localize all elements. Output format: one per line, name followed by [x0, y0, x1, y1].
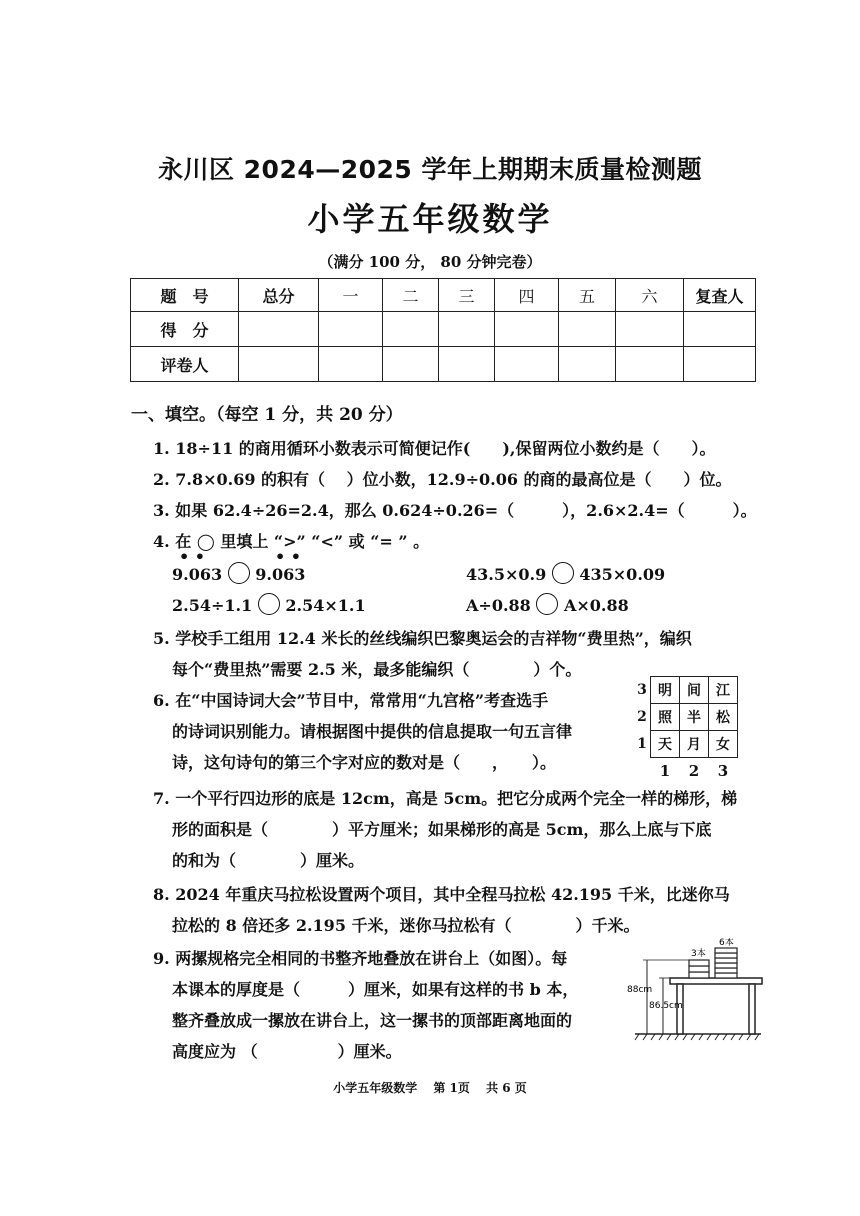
score-cell[interactable]: [239, 312, 319, 347]
score-header-cell: 总分: [239, 279, 319, 312]
score-header-cell: 一: [319, 279, 383, 312]
q4-item-b: [466, 562, 665, 584]
height-label-88: 88cm: [627, 985, 653, 995]
grader-cell[interactable]: [239, 347, 319, 382]
score-cell[interactable]: [616, 312, 684, 347]
score-header-cell: 六: [616, 279, 684, 312]
score-cell[interactable]: [559, 312, 616, 347]
compare-circle[interactable]: [258, 593, 280, 615]
repeat-dot: • •: [179, 547, 206, 566]
question-7-line2: 形的面积是（ ）平方厘米；如果梯形的高是 5cm，那么上底与下底: [172, 820, 712, 839]
grid-cell: 月: [680, 731, 709, 758]
question-1: 1. 18÷11 的商用循环小数表示可简便记作( ),保留两位小数约是（ ）。: [153, 439, 716, 458]
score-cell[interactable]: [319, 312, 383, 347]
height-label-86-5: 86.5cm: [649, 1001, 683, 1011]
grid-col-number: 1: [659, 761, 671, 780]
q4c-left: 2.54÷1.1: [172, 596, 253, 615]
question-5-line1: 5. 学校手工组用 12.4 米长的丝线编织巴黎奥运会的吉祥物“费里热”，编织: [153, 629, 692, 648]
question-5-line2: 每个“费里热”需要 2.5 米，最多能编织（ ）个。: [172, 660, 582, 679]
score-header-cell: 题 号: [131, 279, 239, 312]
compare-circle[interactable]: [228, 562, 250, 584]
q4b-left: 43.5×0.9: [466, 565, 547, 584]
question-4: 4. 在 ◯ 里填上 “>” “<” 或 “= ” 。: [153, 532, 430, 551]
grid-col-number: 2: [688, 761, 700, 780]
grid-row-number: 3: [637, 682, 647, 698]
grader-cell[interactable]: [559, 347, 616, 382]
grader-cell[interactable]: [439, 347, 495, 382]
question-8-line1: 8. 2024 年重庆马拉松设置两个项目，其中全程马拉松 42.195 千米，比迷你马: [153, 885, 730, 904]
grader-cell[interactable]: [495, 347, 559, 382]
question-8-line2: 拉松的 8 倍还多 2.195 千米，迷你马拉松有（ ）千米。: [172, 916, 640, 935]
question-6-line3: 诗，这句诗句的第三个字对应的数对是（ ， ）。: [172, 753, 557, 772]
question-7-line3: 的和为（ ）厘米。: [172, 851, 365, 870]
grid-cell: 间: [680, 677, 709, 704]
grader-cell[interactable]: [616, 347, 684, 382]
q4b-right: 435×0.09: [579, 565, 666, 584]
score-header-cell: 三: [439, 279, 495, 312]
score-row-label: 得 分: [131, 312, 239, 347]
question-9-line4: 高度应为 （ ）厘米。: [172, 1042, 402, 1061]
score-cell[interactable]: [684, 312, 756, 347]
q4-item-c: [172, 593, 366, 615]
q4d-left: A÷0.88: [466, 596, 531, 615]
score-table: [130, 278, 756, 382]
q4-item-d: [466, 593, 629, 615]
score-header-cell: 五: [559, 279, 616, 312]
nine-grid-figure: [634, 676, 738, 784]
grid-cell: 半: [680, 704, 709, 731]
question-7-line1: 7. 一个平行四边形的底是 12cm，高是 5cm。把它分成两个完全一样的梯形，梯: [153, 789, 738, 808]
question-9-line1: 9. 两摞规格完全相同的书整齐地叠放在讲台上（如图）。每: [153, 949, 568, 968]
grid-cell: 女: [709, 731, 738, 758]
exam-note: （满分 100 分， 80 分钟完卷）: [318, 253, 542, 271]
score-cell[interactable]: [439, 312, 495, 347]
score-header-cell: 复查人: [684, 279, 756, 312]
grid-cell: 照: [651, 704, 680, 731]
score-cell[interactable]: [495, 312, 559, 347]
score-cell[interactable]: [383, 312, 439, 347]
question-6-line1: 6. 在“中国诗词大会”节目中，常常用“九宫格”考查选手: [153, 691, 549, 710]
grid-col-number: 3: [717, 761, 729, 780]
question-2: 2. 7.8×0.69 的积有（ ）位小数，12.9÷0.06 的商的最高位是（ ）位。: [153, 470, 732, 489]
q4a-right: 9.063: [255, 565, 306, 584]
grader-row-label: 评卷人: [131, 347, 239, 382]
exam-title: 永川区 2024—2025 学年上期期末质量检测题: [157, 155, 703, 184]
compare-circle[interactable]: [536, 593, 558, 615]
q4a-left: 9.063: [172, 565, 223, 584]
score-header-cell: 四: [495, 279, 559, 312]
stack-label-3: 3本: [691, 949, 706, 959]
grid-cell: 明: [651, 677, 680, 704]
q4d-right: A×0.88: [563, 596, 629, 615]
q4c-right: 2.54×1.1: [285, 596, 366, 615]
grader-cell[interactable]: [383, 347, 439, 382]
grid-row-number: 1: [637, 736, 647, 752]
grader-cell[interactable]: [684, 347, 756, 382]
section-heading: 一、填空。（每空 1 分，共 20 分）: [131, 405, 403, 425]
question-9-line2: 本课本的厚度是（ ）厘米，如果有这样的书 b 本，: [172, 980, 579, 999]
question-9-line3: 整齐叠放成一摞放在讲台上，这一摞书的顶部距离地面的: [172, 1011, 573, 1030]
grid-row-number: 2: [637, 709, 647, 725]
stack-label-6: 6本: [719, 938, 734, 948]
question-3: 3. 如果 62.4÷26=2.4，那么 0.624÷0.26=（ ），2.6×2.4=（ ）。: [153, 501, 757, 520]
score-table-header-row: [131, 279, 756, 312]
score-row: [131, 312, 756, 347]
lectern-books-figure: [625, 938, 765, 1042]
grader-cell[interactable]: [319, 347, 383, 382]
score-header-cell: 二: [383, 279, 439, 312]
grid-cell: 松: [709, 704, 738, 731]
repeat-dot: • •: [275, 547, 302, 566]
subject-title: 小学五年级数学: [307, 200, 553, 238]
page-footer: 小学五年级数学 第 1页 共 6 页: [333, 1081, 527, 1095]
compare-circle[interactable]: [552, 562, 574, 584]
grid-cell: 天: [651, 731, 680, 758]
question-6-line2: 的诗词识别能力。请根据图中提供的信息提取一句五言律: [172, 722, 573, 741]
grid-cell: 江: [709, 677, 738, 704]
grader-row: [131, 347, 756, 382]
